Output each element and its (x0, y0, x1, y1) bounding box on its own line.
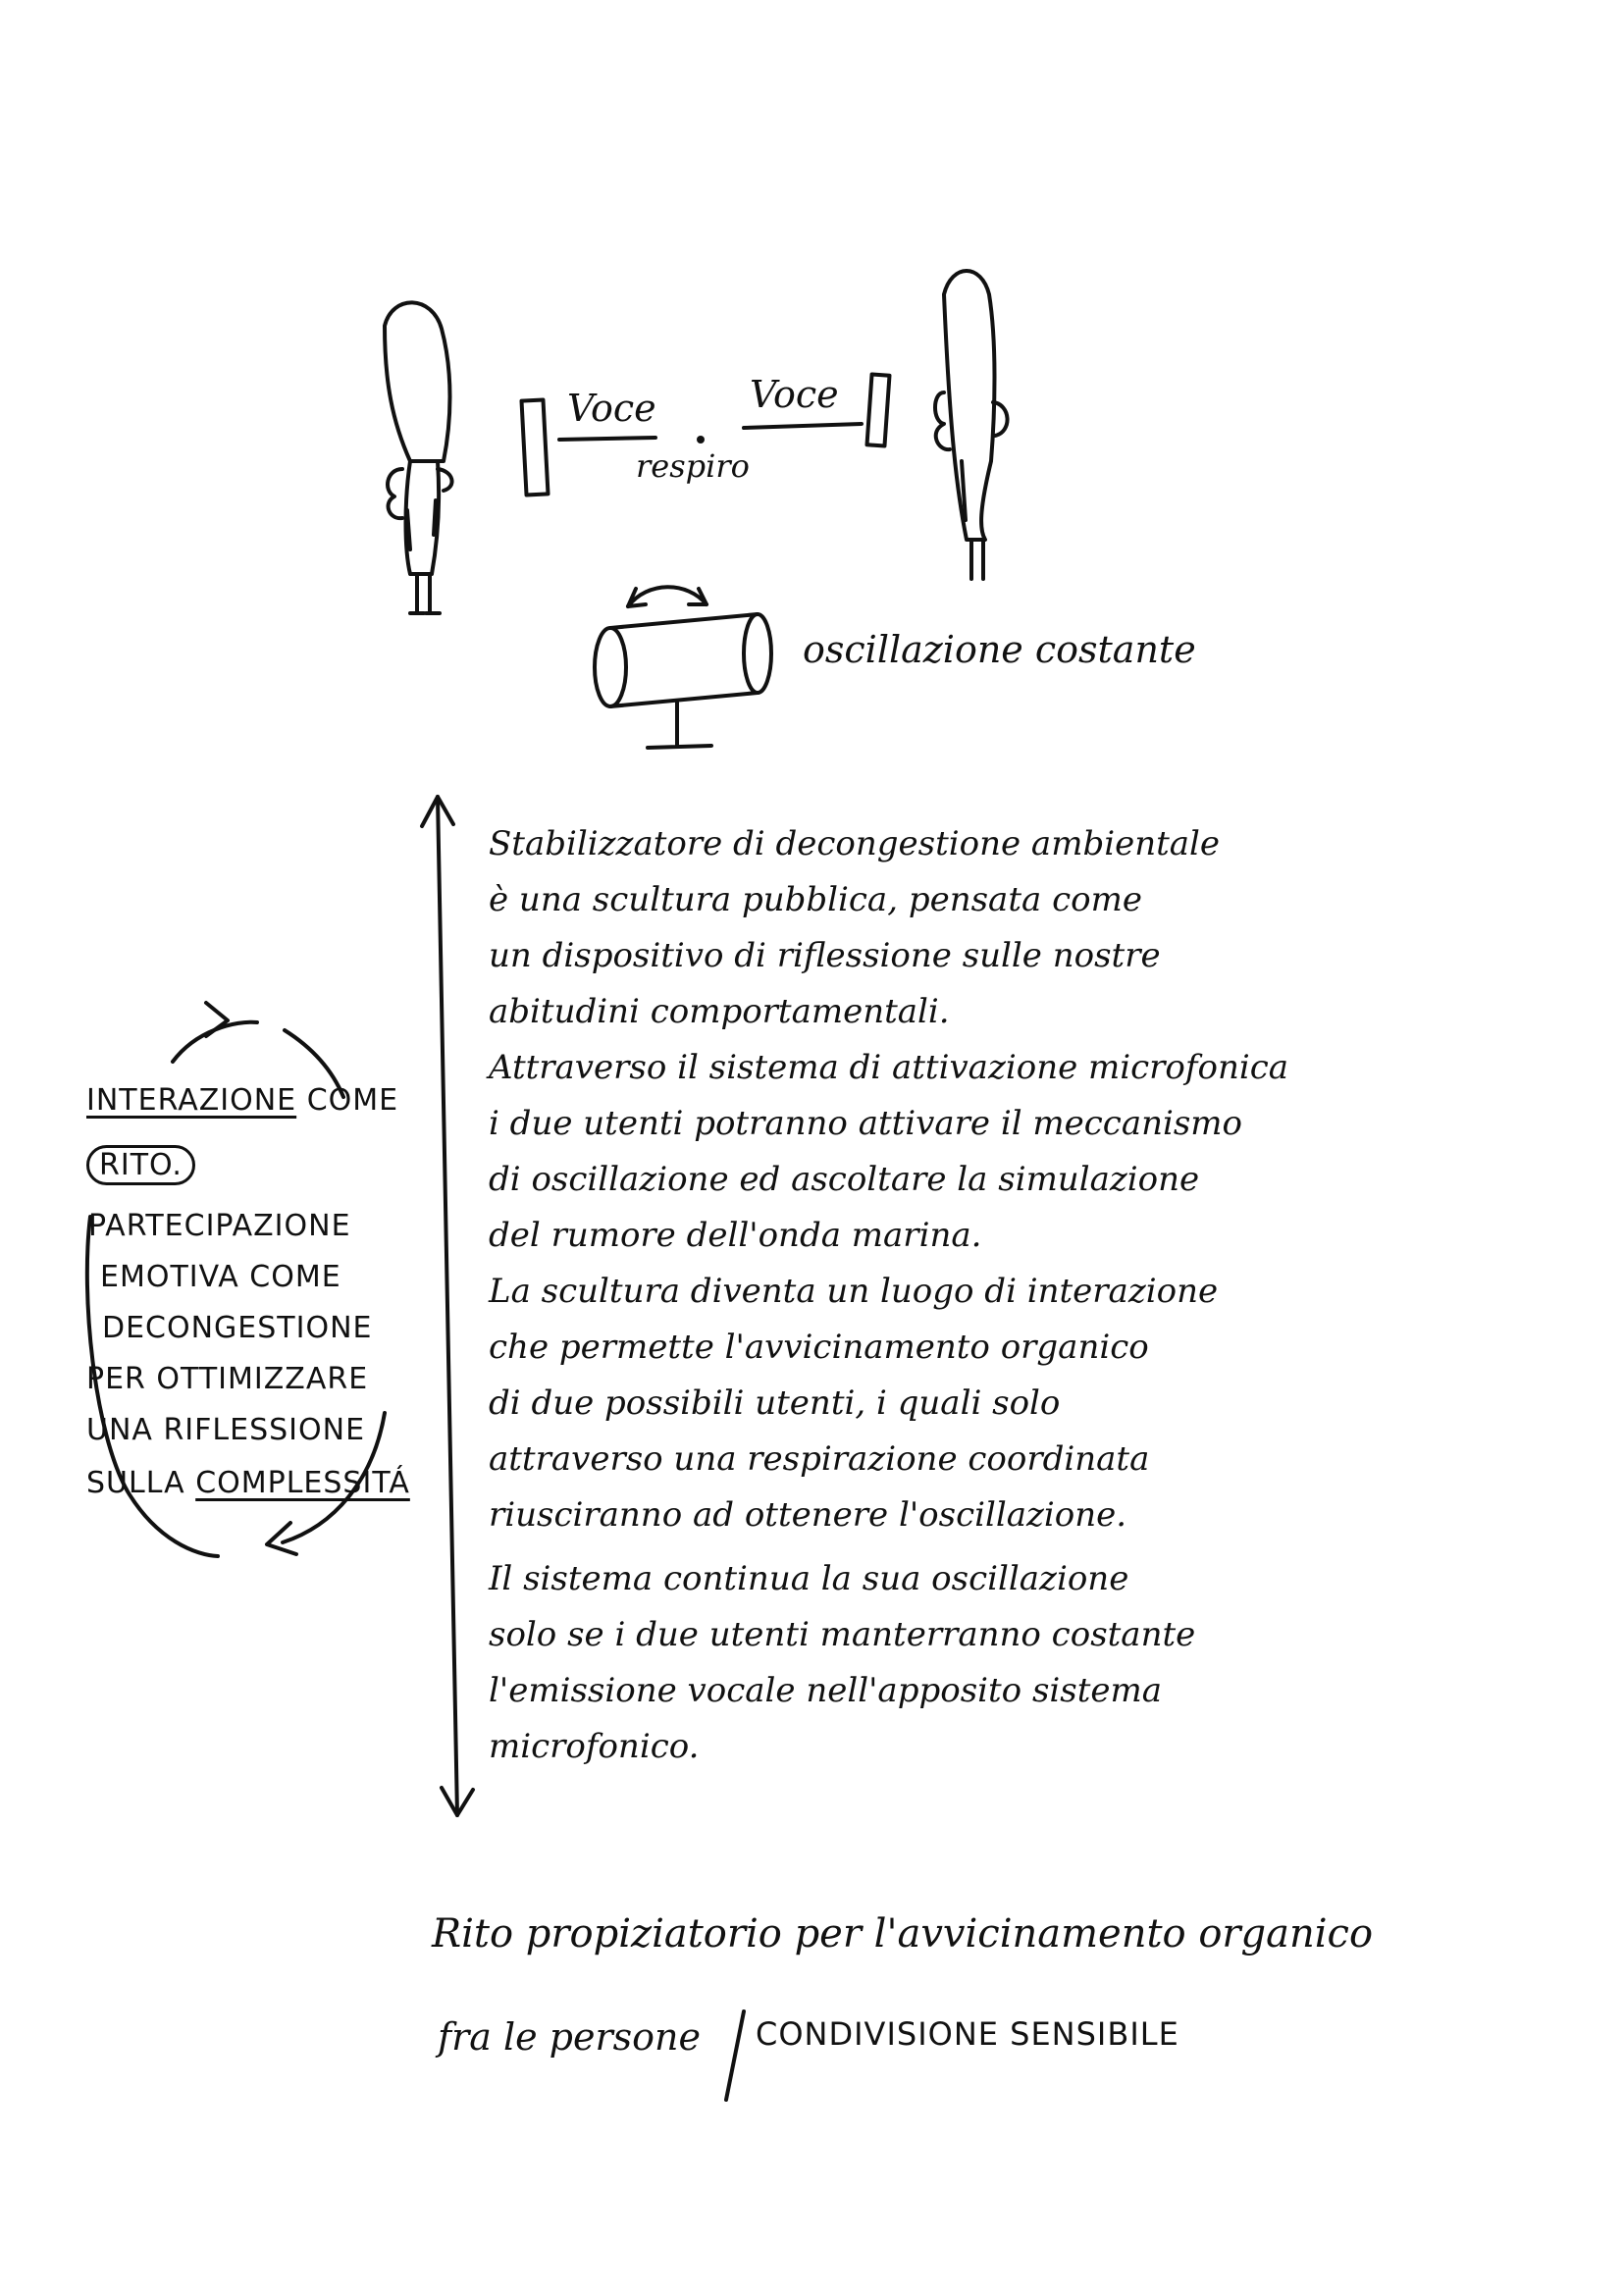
main-text-line-2: è una scultura pubblica, pensata come (489, 880, 1142, 919)
vertical-double-arrow-icon (422, 797, 473, 1815)
side-note-complessita: COMPLESSITÁ (195, 1466, 410, 1500)
main-text-line-17: microfonico. (489, 1727, 700, 1766)
main-text-line-5: Attraverso il sistema di attivazione microfonica (489, 1048, 1289, 1087)
main-text-line-4: abitudini comportamentali. (489, 992, 950, 1031)
main-text-line-9: La scultura diventa un luogo di interazione (489, 1272, 1219, 1311)
main-text-line-11: di due possibili utenti, i quali solo (489, 1383, 1061, 1423)
oscillation-arrow-icon (628, 587, 707, 606)
main-text-line-10: che permette l'avvicinamento organico (489, 1328, 1149, 1367)
side-note-line-7: UNA RIFLESSIONE (86, 1413, 366, 1447)
main-text-line-7: di oscillazione ed ascoltare la simulazione (489, 1160, 1200, 1199)
main-text-line-15: solo se i due utenti manterranno costante (489, 1615, 1196, 1654)
voce-right-underline (744, 424, 862, 428)
oscillation-label: oscillazione costante (803, 628, 1196, 671)
main-text-line-16: l'emissione vocale nell'apposito sistema (489, 1671, 1163, 1710)
footer-divider-slash (726, 2011, 744, 2100)
side-note-sulla: SULLA (86, 1466, 185, 1500)
side-note-line-3: PARTECIPAZIONE (88, 1209, 351, 1243)
main-text-line-8: del rumore dell'onda marina. (489, 1216, 982, 1255)
left-figure-drawing (385, 302, 452, 613)
voce-right-label: Voce (750, 373, 839, 416)
side-note-line-8 (86, 1466, 410, 1500)
side-note-line-4: EMOTIVA COME (100, 1260, 341, 1294)
main-text-line-3: un dispositivo di riflessione sulle nostre (489, 936, 1161, 975)
voce-left-label: Voce (567, 387, 656, 430)
main-description (489, 816, 1289, 1775)
side-note-come: COME (306, 1083, 399, 1118)
rito-circled-word: RITO. (86, 1145, 195, 1185)
side-note-rito (86, 1148, 195, 1182)
side-note-line-5: DECONGESTIONE (102, 1311, 373, 1345)
oscillating-cylinder-drawing (595, 614, 771, 748)
microphone-right-drawing (867, 374, 890, 445)
respiro-label: respiro (636, 447, 750, 485)
microphone-left-drawing (522, 399, 549, 495)
dot-mark (697, 436, 705, 444)
side-note-line-6: PER OTTIMIZZARE (86, 1362, 369, 1396)
main-text-line-14: Il sistema continua la sua oscillazione (489, 1559, 1129, 1598)
main-text-line-6: i due utenti potranno attivare il meccanismo (489, 1104, 1243, 1143)
footer-line-2-hand: fra le persone (438, 2015, 702, 2059)
footer-line-1: Rito propiziatorio per l'avvicinamento organico (432, 1911, 1374, 1957)
main-text-line-12: attraverso una respirazione coordinata (489, 1439, 1150, 1479)
main-text-line-13: riusciranno ad ottenere l'oscillazione. (489, 1495, 1127, 1535)
voce-left-underline (559, 438, 655, 440)
side-note-line-1 (86, 1083, 398, 1118)
footer-line-2-caps: CONDIVISIONE SENSIBILE (756, 2015, 1179, 2053)
main-text-line-1: Stabilizzatore di decongestione ambientale (489, 824, 1221, 863)
side-note-interazione: INTERAZIONE (86, 1083, 297, 1118)
right-figure-drawing (935, 271, 1008, 579)
